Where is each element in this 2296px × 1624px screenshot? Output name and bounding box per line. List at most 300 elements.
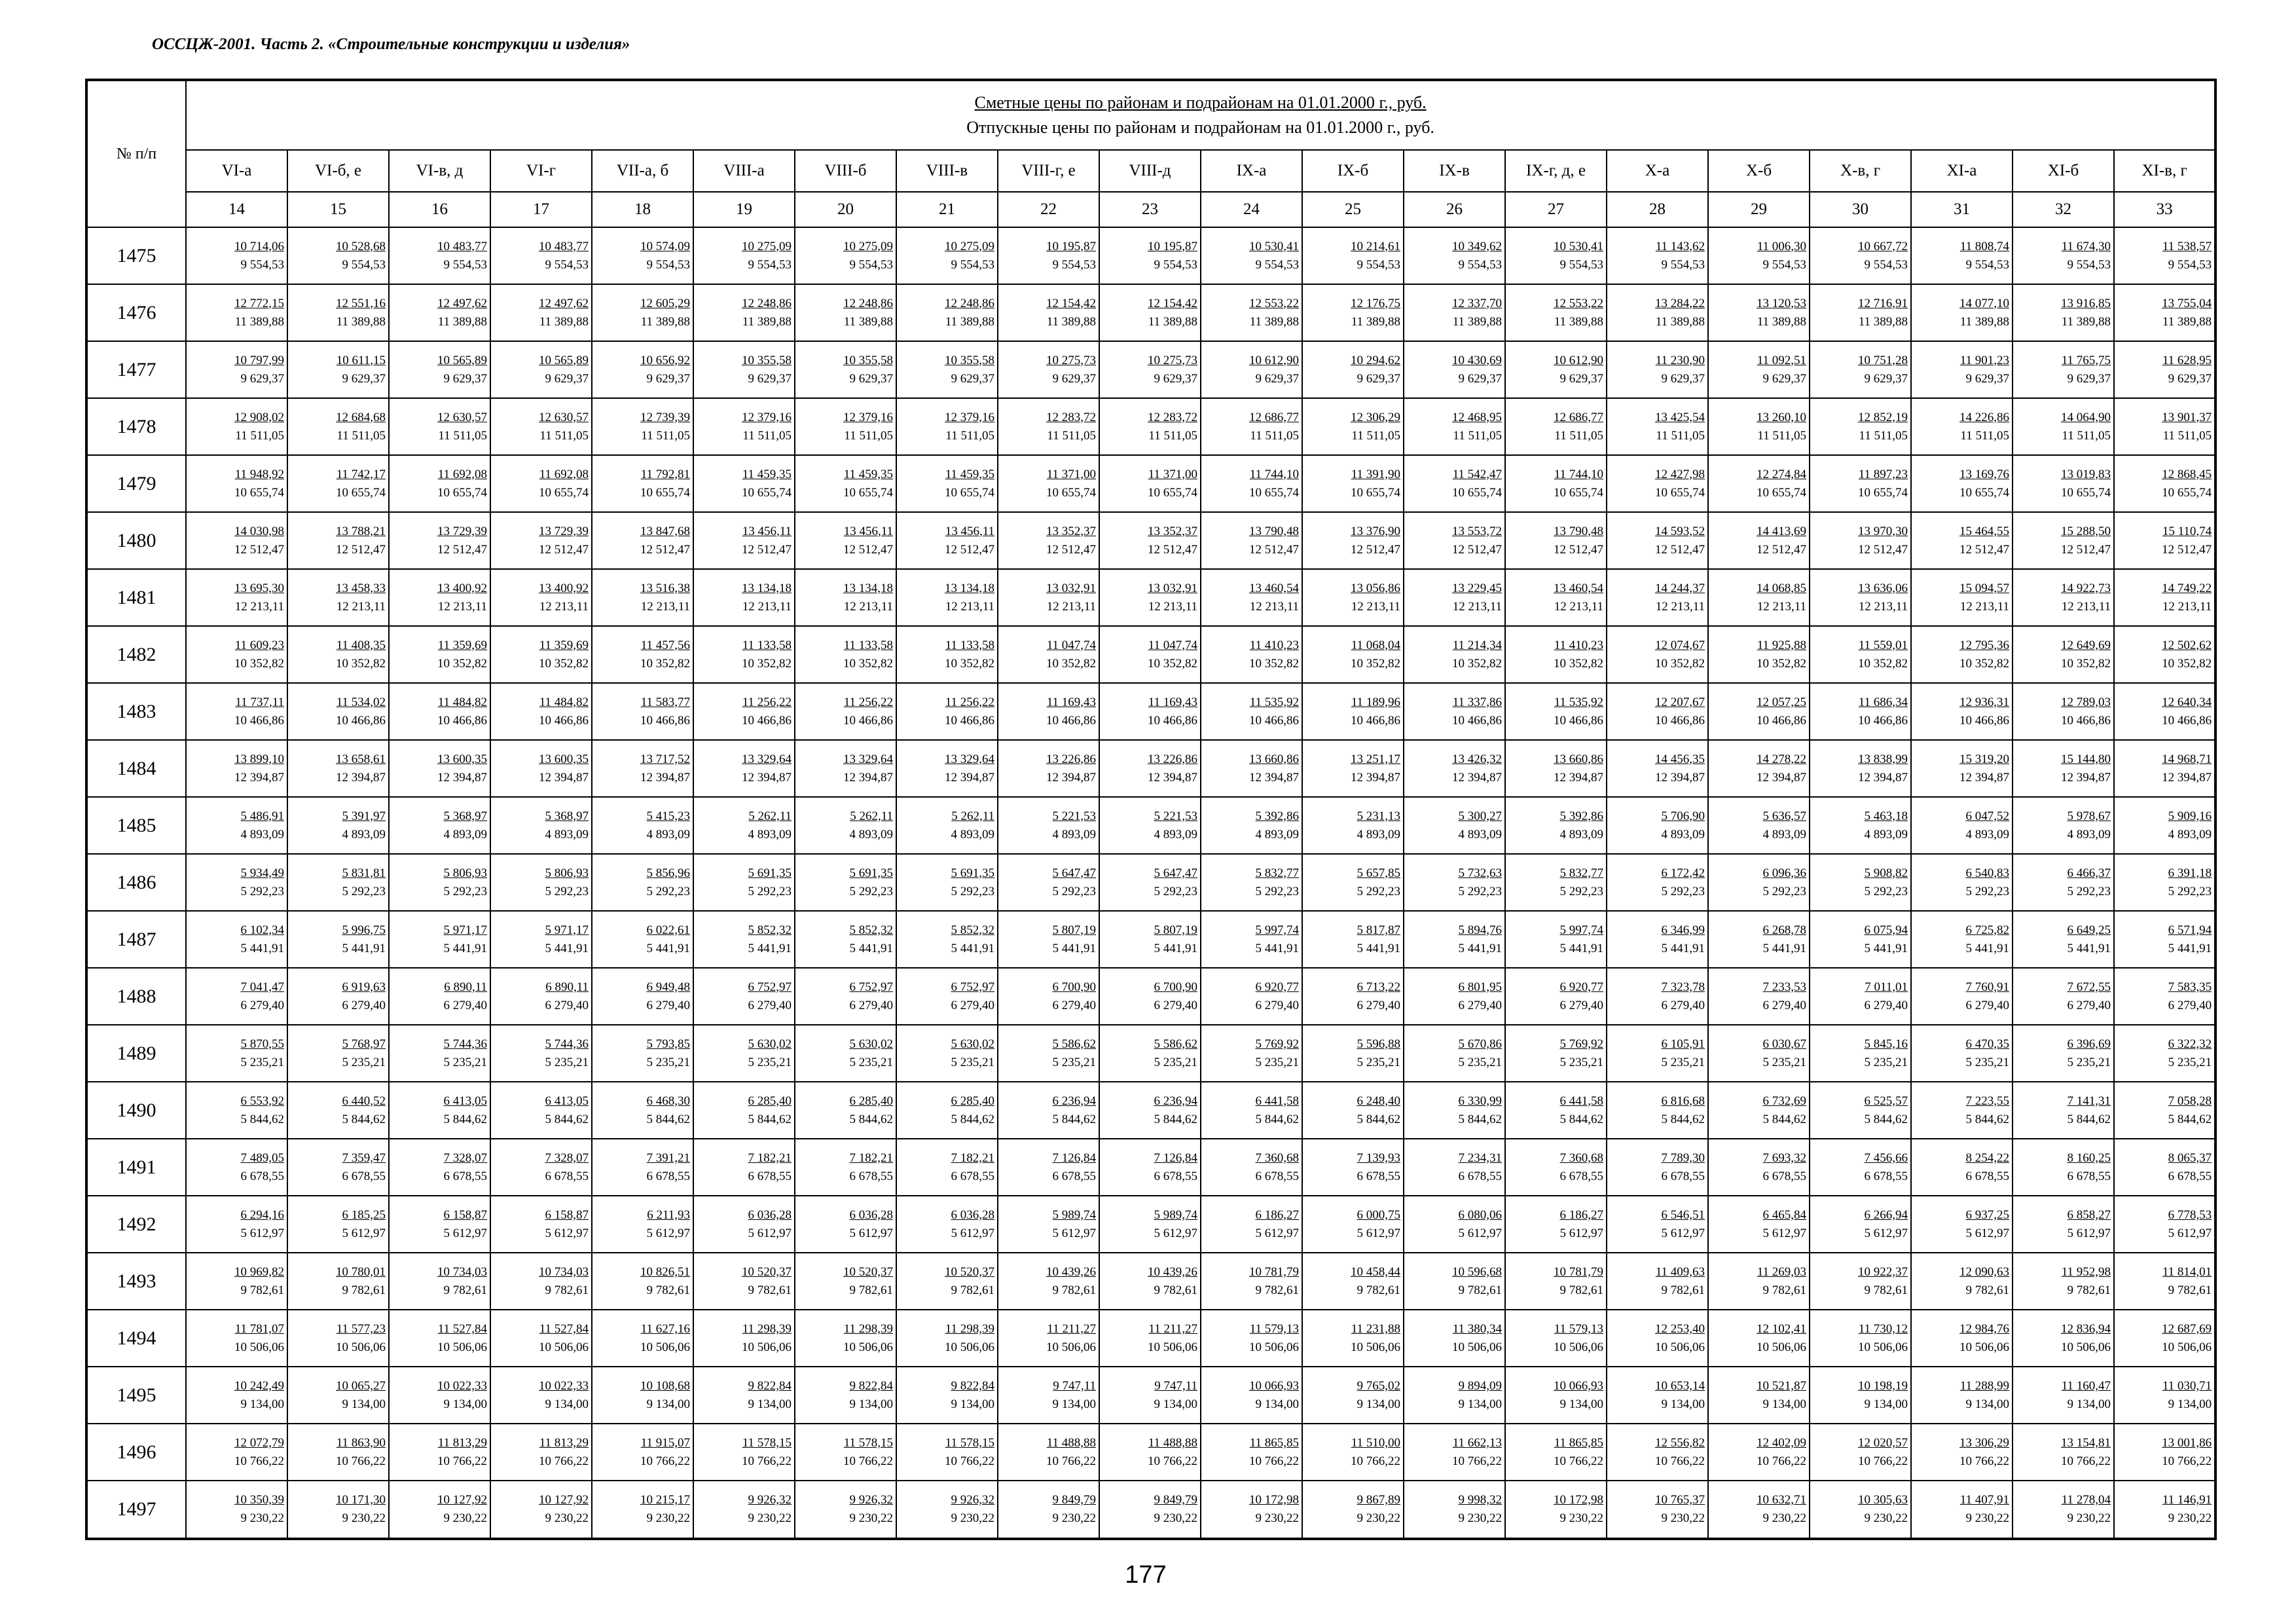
price-cell [795,1025,896,1082]
estimate-price: 10 439,26 [1148,1264,1197,1279]
release-price: 5 612,97 [2067,1226,2111,1240]
release-price: 4 893,09 [951,827,994,841]
estimate-price: 6 211,93 [647,1208,690,1222]
estimate-price: 9 747,11 [1154,1378,1197,1393]
price-cell [1201,968,1302,1025]
estimate-price: 11 410,23 [1249,638,1299,652]
release-price: 9 782,61 [1357,1283,1400,1297]
release-price: 10 766,22 [234,1454,284,1468]
price-cell [592,227,693,284]
price-cell [186,1310,287,1367]
estimate-price: 10 430,69 [1452,353,1502,367]
estimate-price: 10 653,14 [1655,1378,1705,1393]
release-price: 9 629,37 [1255,371,1299,386]
price-cell [1708,455,1810,512]
release-price: 6 279,40 [1154,998,1197,1012]
release-price: 12 512,47 [336,542,386,557]
release-price: 9 134,00 [1762,1397,1806,1411]
price-cell [1911,1196,2013,1253]
table-row [86,854,2215,911]
price-cell [795,740,896,797]
price-cell [2114,797,2215,854]
price-cell [1708,227,1810,284]
estimate-price: 14 968,71 [2162,752,2212,766]
release-price: 10 506,06 [1046,1340,1096,1354]
price-cell [287,1253,389,1310]
estimate-price: 11 410,23 [1554,638,1603,652]
estimate-price: 10 612,90 [1554,353,1603,367]
release-price: 12 394,87 [1351,770,1400,784]
release-price: 5 441,91 [2168,941,2212,955]
release-price: 11 511,05 [438,428,487,443]
price-cell [1505,512,1607,569]
estimate-price: 10 565,89 [539,353,589,367]
estimate-price: 10 781,79 [1249,1264,1299,1279]
estimate-price: 10 611,15 [336,353,386,367]
price-cell [1911,1367,2013,1424]
estimate-price: 6 540,83 [1965,866,2009,880]
price-cell [896,455,998,512]
estimate-price: 14 749,22 [2162,581,2212,595]
estimate-price: 12 605,29 [640,296,690,310]
column-number: 29 [1708,192,1810,227]
estimate-price: 13 001,86 [2162,1435,2212,1450]
release-price: 9 782,61 [2168,1283,2212,1297]
price-cell [1708,911,1810,968]
estimate-price: 14 226,86 [1959,410,2009,424]
price-cell [1302,1481,1404,1539]
release-price: 9 230,22 [1357,1511,1400,1526]
release-price: 10 506,06 [2162,1340,2212,1354]
release-price: 12 512,47 [1655,542,1705,557]
estimate-price: 13 251,17 [1351,752,1400,766]
estimate-price: 11 865,85 [1554,1435,1603,1450]
release-price: 9 554,53 [1762,257,1806,272]
estimate-price: 7 456,66 [1864,1151,1908,1165]
estimate-price: 6 285,40 [951,1094,994,1108]
price-cell [1099,284,1201,341]
price-cell [389,512,490,569]
price-cell [1607,341,1708,398]
estimate-price: 12 102,41 [1757,1321,1806,1336]
price-cell [998,740,1099,797]
estimate-price: 10 172,98 [1249,1493,1299,1507]
estimate-price: 9 822,84 [849,1378,893,1393]
estimate-price: 11 559,01 [1858,638,1908,652]
estimate-price: 6 105,91 [1661,1037,1705,1051]
release-price: 10 352,82 [1959,656,2009,671]
release-price: 5 612,97 [1052,1226,1096,1240]
estimate-price: 12 868,45 [2162,467,2212,481]
release-price: 9 554,53 [1864,257,1908,272]
release-price: 10 352,82 [1148,656,1197,671]
price-cell [1810,1253,1911,1310]
release-price: 11 389,88 [1655,314,1705,329]
estimate-price: 6 036,28 [951,1208,994,1222]
table-row [86,227,2215,284]
release-price: 5 235,21 [849,1055,893,1069]
release-price: 11 389,88 [1757,314,1806,329]
release-price: 9 782,61 [443,1283,487,1297]
price-cell [592,911,693,968]
column-header: XI-в, г [2114,150,2215,192]
price-cell [693,626,795,683]
price-cell [1099,512,1201,569]
release-price: 10 466,86 [742,713,792,728]
estimate-price: 13 695,30 [234,581,284,595]
price-cell [1505,398,1607,455]
estimate-price: 10 714,06 [234,239,284,253]
price-cell [1201,854,1302,911]
release-price: 11 511,05 [1554,428,1603,443]
release-price: 10 466,86 [1655,713,1705,728]
release-price: 5 441,91 [1255,941,1299,955]
release-price: 10 766,22 [1757,1454,1806,1468]
release-price: 12 213,11 [1452,599,1502,614]
price-cell [1099,683,1201,740]
estimate-price: 5 807,19 [1052,923,1096,937]
price-cell [1099,968,1201,1025]
price-cell [1404,683,1505,740]
price-cell [896,1424,998,1481]
estimate-price: 13 352,37 [1046,524,1096,538]
price-cell [1201,1025,1302,1082]
price-cell [795,455,896,512]
estimate-price: 11 288,99 [1959,1378,2009,1393]
estimate-price: 10 022,33 [437,1378,487,1393]
price-cell [389,398,490,455]
release-price: 6 279,40 [1965,998,2009,1012]
price-cell [998,854,1099,911]
release-price: 10 766,22 [437,1454,487,1468]
price-cell [389,1253,490,1310]
estimate-price: 6 022,61 [646,923,690,937]
release-price: 10 506,06 [1554,1340,1603,1354]
release-price: 11 511,05 [2162,428,2212,443]
row-number: 1482 [86,626,186,683]
price-cell [186,455,287,512]
price-cell [389,683,490,740]
price-cell [1404,398,1505,455]
release-price: 10 655,74 [1554,485,1603,500]
column-header: IX-г, д, е [1505,150,1607,192]
estimate-price: 15 464,55 [1959,524,2009,538]
release-price: 10 506,06 [1757,1340,1806,1354]
release-price: 10 655,74 [640,485,690,500]
price-cell [287,1310,389,1367]
release-price: 10 766,22 [1959,1454,2009,1468]
release-price: 11 389,88 [1858,314,1908,329]
row-number: 1497 [86,1481,186,1539]
estimate-price: 5 732,63 [1458,866,1502,880]
release-price: 6 678,55 [1154,1169,1197,1183]
price-cell [186,1082,287,1139]
estimate-price: 11 579,13 [1249,1321,1299,1336]
release-price: 5 441,91 [951,941,994,955]
release-price: 10 352,82 [1351,656,1400,671]
estimate-price: 11 527,84 [539,1321,589,1336]
release-price: 5 844,62 [1255,1112,1299,1126]
release-price: 5 292,23 [1762,884,1806,898]
estimate-price: 13 660,86 [1249,752,1299,766]
estimate-price: 6 465,84 [1762,1208,1806,1222]
estimate-price: 10 215,17 [640,1493,690,1507]
release-price: 11 511,05 [844,428,893,443]
estimate-price: 6 752,97 [849,980,893,994]
price-cell [1810,341,1911,398]
price-cell [998,797,1099,854]
release-price: 6 279,40 [1762,998,1806,1012]
price-cell [1810,227,1911,284]
estimate-price: 13 456,11 [742,524,792,538]
price-cell [186,227,287,284]
release-price: 5 235,21 [951,1055,994,1069]
estimate-price: 5 586,62 [1052,1037,1096,1051]
release-price: 10 506,06 [539,1340,589,1354]
release-price: 10 506,06 [1858,1340,1908,1354]
price-cell [1708,512,1810,569]
price-cell [1708,1310,1810,1367]
estimate-price: 7 672,55 [2067,980,2111,994]
price-cell [1911,1253,2013,1310]
price-cell [1302,455,1404,512]
estimate-price: 10 656,92 [640,353,690,367]
release-price: 10 506,06 [2061,1340,2111,1354]
release-price: 11 389,88 [437,314,487,329]
release-price: 11 389,88 [1554,314,1603,329]
release-price: 12 394,87 [1655,770,1705,784]
release-price: 10 466,86 [437,713,487,728]
price-cell [795,626,896,683]
estimate-price: 6 553,92 [240,1094,284,1108]
estimate-price: 11 534,02 [336,695,386,709]
row-number: 1490 [86,1082,186,1139]
table-row [86,569,2215,626]
release-price: 10 655,74 [742,485,792,500]
price-cell [389,1025,490,1082]
release-price: 10 466,86 [539,713,589,728]
estimate-price: 13 425,54 [1655,410,1705,424]
price-cell [1201,1310,1302,1367]
release-price: 10 655,74 [539,485,589,500]
estimate-price: 11 391,90 [1351,467,1400,481]
release-price: 10 766,22 [1858,1454,1908,1468]
price-cell [1810,740,1911,797]
estimate-price: 6 080,06 [1458,1208,1502,1222]
release-price: 11 511,05 [641,428,690,443]
price-cell [1302,911,1404,968]
release-price: 12 394,87 [336,770,386,784]
release-price: 12 213,11 [1757,599,1806,614]
price-cell [896,341,998,398]
price-cell [1302,797,1404,854]
release-price: 12 394,87 [1554,770,1603,784]
price-cell [1911,1139,2013,1196]
price-cell [896,740,998,797]
release-price: 5 441,91 [849,941,893,955]
estimate-price: 12 468,95 [1452,410,1502,424]
estimate-price: 6 236,94 [1154,1094,1197,1108]
release-price: 10 352,82 [843,656,893,671]
price-cell [795,1196,896,1253]
price-cell [287,968,389,1025]
release-price: 9 782,61 [342,1283,386,1297]
release-price: 5 441,91 [545,941,589,955]
estimate-price: 14 030,98 [234,524,284,538]
release-price: 11 511,05 [1250,428,1299,443]
estimate-price: 12 686,77 [1554,410,1603,424]
estimate-price: 5 845,16 [1864,1037,1908,1051]
release-price: 11 511,05 [945,428,994,443]
estimate-price: 5 997,74 [1559,923,1603,937]
release-price: 9 230,22 [1154,1511,1197,1526]
release-price: 5 235,21 [1559,1055,1603,1069]
price-cell [1302,1310,1404,1367]
release-price: 5 844,62 [1458,1112,1502,1126]
release-price: 5 844,62 [240,1112,284,1126]
release-price: 5 235,21 [1965,1055,2009,1069]
row-number: 1483 [86,683,186,740]
release-price: 9 782,61 [748,1283,792,1297]
estimate-price: 6 949,48 [646,980,690,994]
price-cell [1708,683,1810,740]
row-number: 1496 [86,1424,186,1481]
release-price: 12 213,11 [1554,599,1603,614]
price-cell [592,398,693,455]
estimate-price: 5 768,97 [342,1037,386,1051]
price-cell [1505,1082,1607,1139]
estimate-price: 11 730,12 [1858,1321,1908,1336]
release-price: 9 134,00 [1661,1397,1705,1411]
estimate-price: 10 275,73 [1148,353,1197,367]
estimate-price: 12 154,42 [1148,296,1197,310]
price-cell [1607,1082,1708,1139]
estimate-price: 10 355,58 [742,353,792,367]
estimate-price: 12 502,62 [2162,638,2212,652]
estimate-price: 6 236,94 [1052,1094,1096,1108]
release-price: 5 612,97 [951,1226,994,1240]
release-price: 12 512,47 [2162,542,2212,557]
price-cell [1505,626,1607,683]
estimate-price: 5 934,49 [240,866,284,880]
release-price: 9 554,53 [1458,257,1502,272]
release-price: 9 230,22 [2067,1511,2111,1526]
release-price: 10 466,86 [1351,713,1400,728]
release-price: 5 292,23 [240,884,284,898]
price-cell [490,911,592,968]
price-cell [1607,227,1708,284]
price-cell [693,512,795,569]
price-cell [1404,797,1505,854]
estimate-price: 12 852,19 [1858,410,1908,424]
release-price: 11 511,05 [1351,428,1400,443]
table-row [86,1196,2215,1253]
column-header: VIII-б [795,150,896,192]
release-price: 10 655,74 [1959,485,2009,500]
estimate-price: 6 413,05 [443,1094,487,1108]
estimate-price: 5 691,35 [748,866,792,880]
release-price: 6 678,55 [646,1169,690,1183]
estimate-price: 12 789,03 [2061,695,2111,709]
release-price: 9 554,53 [748,257,792,272]
release-price: 4 893,09 [646,827,690,841]
price-cell [2013,1025,2114,1082]
release-price: 10 466,86 [640,713,690,728]
release-price: 10 655,74 [1249,485,1299,500]
release-price: 9 554,53 [849,257,893,272]
estimate-price: 7 182,21 [748,1151,792,1165]
release-price: 5 235,21 [646,1055,690,1069]
estimate-price: 5 486,91 [240,809,284,823]
price-cell [1505,740,1607,797]
price-cell [2013,1310,2114,1367]
price-cell [490,284,592,341]
release-price: 4 893,09 [1458,827,1502,841]
release-price: 5 292,23 [545,884,589,898]
estimate-price: 9 926,32 [849,1493,893,1507]
estimate-price: 5 630,02 [748,1037,792,1051]
release-price: 10 766,22 [1351,1454,1400,1468]
release-price: 9 134,00 [1458,1397,1502,1411]
estimate-price: 11 230,90 [1655,353,1705,367]
release-price: 10 506,06 [1148,1340,1197,1354]
release-price: 10 466,86 [1554,713,1603,728]
price-cell [1810,1025,1911,1082]
estimate-price: 11 488,88 [1148,1435,1197,1450]
estimate-price: 5 852,32 [748,923,792,937]
release-price: 6 678,55 [1559,1169,1603,1183]
release-price: 5 292,23 [1864,884,1908,898]
release-price: 6 678,55 [2168,1169,2212,1183]
price-cell [1099,1139,1201,1196]
estimate-price: 13 154,81 [2061,1435,2111,1450]
release-price: 9 134,00 [443,1397,487,1411]
estimate-price: 10 751,28 [1858,353,1908,367]
release-price: 10 506,06 [1452,1340,1502,1354]
release-price: 9 782,61 [1154,1283,1197,1297]
estimate-price: 7 182,21 [849,1151,893,1165]
release-price: 11 511,05 [742,428,792,443]
estimate-price: 6 920,77 [1255,980,1299,994]
price-cell [2114,455,2215,512]
estimate-price: 6 000,75 [1357,1208,1400,1222]
release-price: 10 506,06 [234,1340,284,1354]
price-cell [1810,455,1911,512]
price-cell [896,968,998,1025]
column-number: 17 [490,192,592,227]
estimate-price: 10 632,71 [1757,1493,1806,1507]
table-row [86,1025,2215,1082]
release-price: 6 279,40 [2067,998,2111,1012]
price-cell [998,398,1099,455]
price-cell [1607,1424,1708,1481]
price-cell [389,740,490,797]
column-number: 22 [998,192,1099,227]
estimate-price: 13 019,83 [2061,467,2111,481]
estimate-price: 11 211,27 [1148,1321,1197,1336]
row-number: 1479 [86,455,186,512]
estimate-price: 13 134,18 [742,581,792,595]
price-cell [490,512,592,569]
price-cell [1404,512,1505,569]
release-price: 10 506,06 [437,1340,487,1354]
estimate-price: 10 826,51 [640,1264,690,1279]
price-cell [2114,1424,2215,1481]
release-price: 6 279,40 [1255,998,1299,1012]
estimate-price: 6 391,18 [2168,866,2212,880]
price-cell [1099,227,1201,284]
price-cell [1099,626,1201,683]
